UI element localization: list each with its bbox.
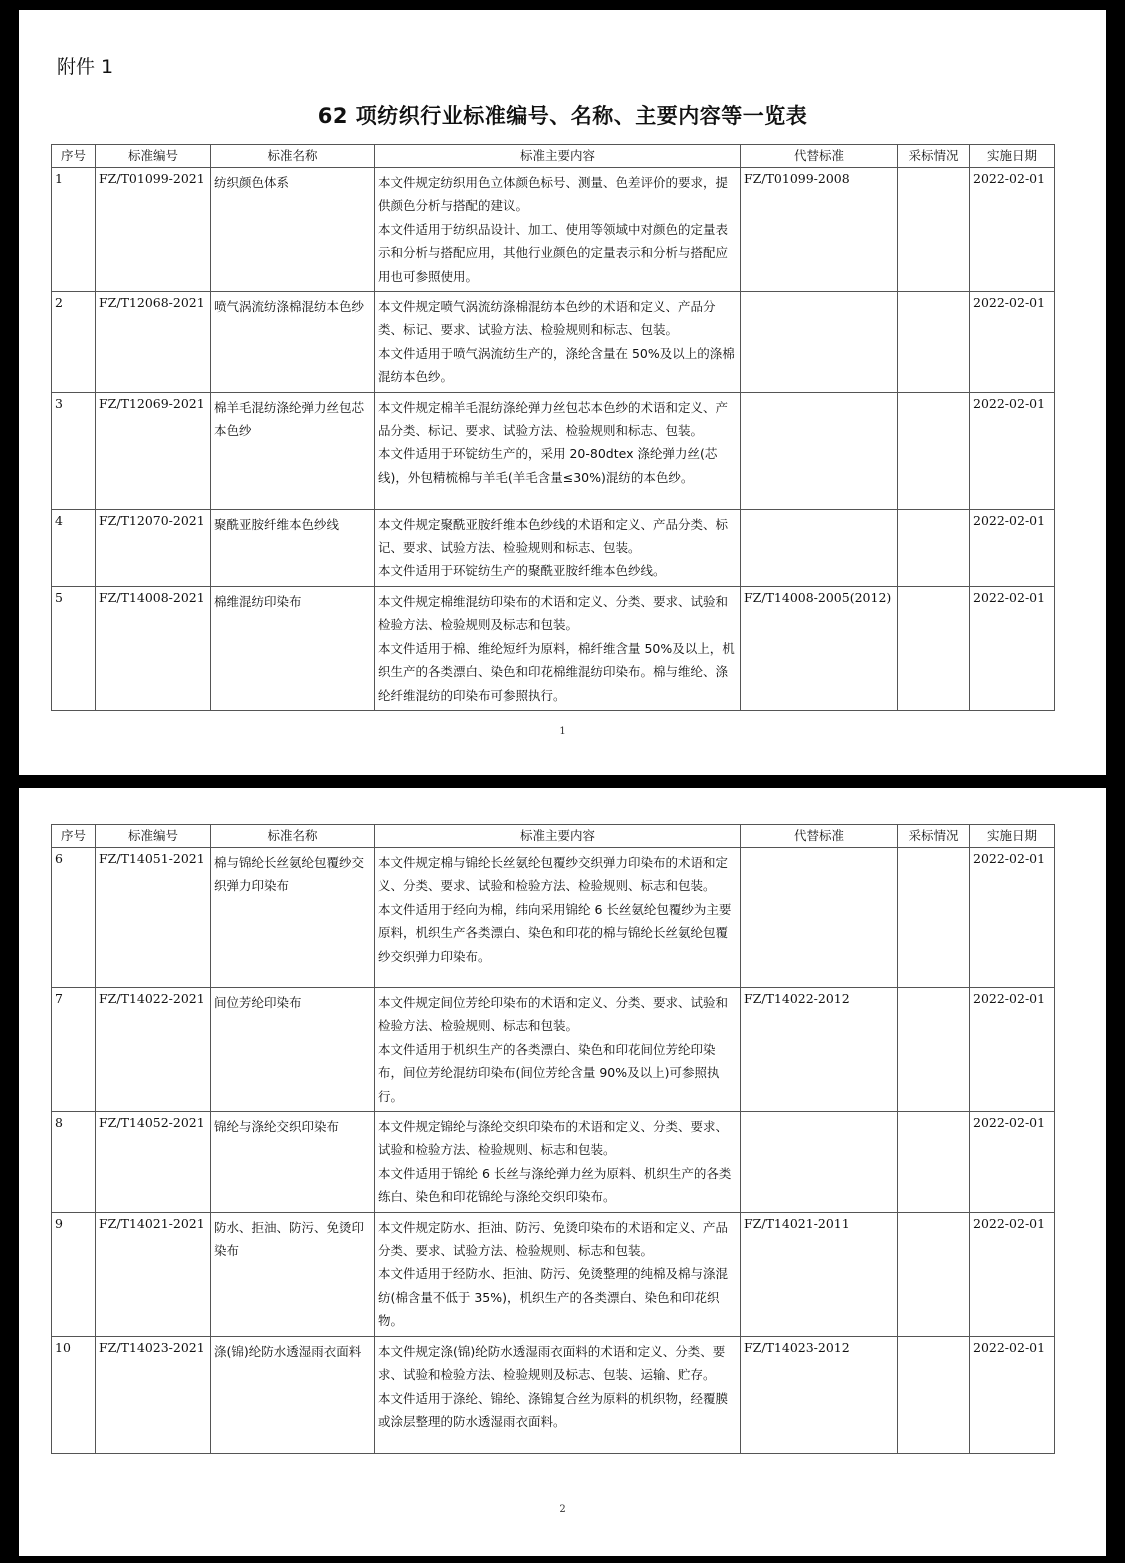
header-content: 标准主要内容 xyxy=(375,145,741,168)
cell-name: 聚酰亚胺纤维本色纱线 xyxy=(211,509,375,586)
cell-replaces: FZ/T14021-2011 xyxy=(741,1212,898,1336)
content-applicability: 本文件适用于机织生产的各类漂白、染色和印花间位芳纶印染布，间位芳纶混纺印染布(间位芳纶含量 90%及以上)可参照执行。 xyxy=(378,1041,720,1104)
table-row xyxy=(52,509,1055,586)
content-applicability: 本文件适用于环锭纺生产的聚酰亚胺纤维本色纱线。 xyxy=(378,563,666,579)
content-scope: 本文件规定涤(锦)纶防水透湿雨衣面料的术语和定义、分类、要求、试验和检验方法、检验规则及标志、包装、运输、贮存。 xyxy=(378,1343,726,1383)
document-page-2 xyxy=(19,788,1106,1556)
table-row xyxy=(52,848,1055,988)
cell-code: FZ/T14023-2021 xyxy=(96,1336,211,1453)
cell-seq: 10 xyxy=(52,1336,96,1453)
page-number: 1 xyxy=(559,726,566,737)
header-date: 实施日期 xyxy=(970,825,1055,848)
cell-adoption xyxy=(898,392,970,509)
content-applicability: 本文件适用于喷气涡流纺生产的，涤纶含量在 50%及以上的涤棉混纺本色纱。 xyxy=(378,345,735,385)
cell-code: FZ/T14052-2021 xyxy=(96,1112,211,1213)
content-scope: 本文件规定聚酰亚胺纤维本色纱线的术语和定义、产品分类、标记、要求、试验方法、检验规则和标志、包装。 xyxy=(378,516,729,556)
content-scope: 本文件规定锦纶与涤纶交织印染布的术语和定义、分类、要求、试验和检验方法、检验规则、标志和包装。 xyxy=(378,1119,729,1158)
cell-replaces: FZ/T01099-2008 xyxy=(741,168,898,292)
cell-replaces xyxy=(741,292,898,393)
cell-code: FZ/T12068-2021 xyxy=(96,292,211,393)
content-scope: 本文件规定棉维混纺印染布的术语和定义、分类、要求、试验和检验方法、检验规则及标志和包装。 xyxy=(378,593,729,633)
cell-seq: 1 xyxy=(52,168,96,292)
cell-name: 纺织颜色体系 xyxy=(211,168,375,292)
document-page-1 xyxy=(19,10,1106,775)
header-adoption: 采标情况 xyxy=(898,825,970,848)
header-seq: 序号 xyxy=(52,145,96,168)
table-row xyxy=(52,988,1055,1112)
cell-content xyxy=(375,1336,741,1453)
cell-adoption xyxy=(898,1336,970,1453)
cell-name: 棉维混纺印染布 xyxy=(211,586,375,710)
cell-content xyxy=(375,292,741,393)
content-applicability: 本文件适用于经防水、拒油、防污、免烫整理的纯棉及棉与涤混纺(棉含量不低于 35%)，机织生产的各类漂白、染色和印花织物。 xyxy=(378,1266,729,1329)
cell-date: 2022-02-01 xyxy=(970,586,1055,710)
header-replaces: 代替标准 xyxy=(741,145,898,168)
cell-name: 喷气涡流纺涤棉混纺本色纱 xyxy=(211,292,375,393)
cell-date: 2022-02-01 xyxy=(970,392,1055,509)
content-scope: 本文件规定喷气涡流纺涤棉混纺本色纱的术语和定义、产品分类、标记、要求、试验方法、检验规则和标志、包装。 xyxy=(378,299,716,338)
cell-replaces: FZ/T14023-2012 xyxy=(741,1336,898,1453)
cell-name: 防水、拒油、防污、免烫印染布 xyxy=(211,1212,375,1336)
cell-content xyxy=(375,586,741,710)
cell-name: 涤(锦)纶防水透湿雨衣面料 xyxy=(211,1336,375,1453)
cell-adoption xyxy=(898,586,970,710)
table-row xyxy=(52,586,1055,710)
header-replaces: 代替标准 xyxy=(741,825,898,848)
cell-date: 2022-02-01 xyxy=(970,292,1055,393)
cell-date: 2022-02-01 xyxy=(970,1336,1055,1453)
header-adoption: 采标情况 xyxy=(898,145,970,168)
content-applicability: 本文件适用于纺织品设计、加工、使用等领域中对颜色的定量表示和分析与搭配应用，其他行业颜色的定量表示和分析与搭配应用也可参照使用。 xyxy=(378,221,729,284)
attachment-label: 附件 1 xyxy=(57,56,114,78)
cell-replaces xyxy=(741,848,898,988)
page-number: 2 xyxy=(559,1504,566,1515)
cell-content xyxy=(375,1212,741,1336)
cell-content xyxy=(375,509,741,586)
cell-content xyxy=(375,848,741,988)
cell-seq: 4 xyxy=(52,509,96,586)
content-scope: 本文件规定防水、拒油、防污、免烫印染布的术语和定义、产品分类、要求、试验方法、检验规则、标志和包装。 xyxy=(378,1219,729,1259)
cell-content xyxy=(375,988,741,1112)
header-name: 标准名称 xyxy=(211,145,375,168)
table-row xyxy=(52,1112,1055,1213)
content-scope: 本文件规定棉羊毛混纺涤纶弹力丝包芯本色纱的术语和定义、产品分类、标记、要求、试验方法、检验规则和标志、包装。 xyxy=(378,399,729,439)
header-name: 标准名称 xyxy=(211,825,375,848)
table-row xyxy=(52,292,1055,393)
cell-code: FZ/T14022-2021 xyxy=(96,988,211,1112)
cell-seq: 5 xyxy=(52,586,96,710)
cell-seq: 8 xyxy=(52,1112,96,1213)
cell-seq: 2 xyxy=(52,292,96,393)
cell-adoption xyxy=(898,1112,970,1213)
cell-adoption xyxy=(898,988,970,1112)
cell-replaces xyxy=(741,509,898,586)
cell-name: 锦纶与涤纶交织印染布 xyxy=(211,1112,375,1213)
table-header-row xyxy=(52,145,1055,168)
cell-content xyxy=(375,392,741,509)
cell-name: 棉羊毛混纺涤纶弹力丝包芯本色纱 xyxy=(211,392,375,509)
cell-name: 棉与锦纶长丝氨纶包覆纱交织弹力印染布 xyxy=(211,848,375,988)
header-code: 标准编号 xyxy=(96,145,211,168)
cell-adoption xyxy=(898,1212,970,1336)
cell-replaces: FZ/T14022-2012 xyxy=(741,988,898,1112)
cell-replaces: FZ/T14008-2005(2012) xyxy=(741,586,898,710)
cell-date: 2022-02-01 xyxy=(970,509,1055,586)
cell-code: FZ/T12069-2021 xyxy=(96,392,211,509)
content-applicability: 本文件适用于锦纶 6 长丝与涤纶弹力丝为原料、机织生产的各类练白、染色和印花锦纶与涤纶交织印染布。 xyxy=(378,1165,732,1205)
cell-seq: 6 xyxy=(52,848,96,988)
table-row xyxy=(52,168,1055,292)
cell-code: FZ/T14021-2021 xyxy=(96,1212,211,1336)
page-title: 62 项纺织行业标准编号、名称、主要内容等一览表 xyxy=(317,104,808,128)
cell-date: 2022-02-01 xyxy=(970,168,1055,292)
standards-table-page-1 xyxy=(51,144,1055,711)
content-scope: 本文件规定棉与锦纶长丝氨纶包覆纱交织弹力印染布的术语和定义、分类、要求、试验和检验方法、检验规则、标志和包装。 xyxy=(378,855,729,894)
table-row xyxy=(52,1212,1055,1336)
content-applicability: 本文件适用于环锭纺生产的，采用 20-80dtex 涤纶弹力丝(芯线)，外包精梳棉与羊毛(羊毛含量≤30%)混纺的本色纱。 xyxy=(378,446,718,485)
standards-table-page-2 xyxy=(51,824,1055,1454)
cell-name: 间位芳纶印染布 xyxy=(211,988,375,1112)
table-row xyxy=(52,1336,1055,1453)
cell-content xyxy=(375,168,741,292)
cell-adoption xyxy=(898,168,970,292)
content-applicability: 本文件适用于棉、维纶短纤为原料，棉纤维含量 50%及以上，机织生产的各类漂白、染色和印花棉维混纺印染布。棉与维纶、涤纶纤维混纺的印染布可参照执行。 xyxy=(378,640,735,703)
header-date: 实施日期 xyxy=(970,145,1055,168)
content-applicability: 本文件适用于经向为棉，纬向采用锦纶 6 长丝氨纶包覆纱为主要原料，机织生产各类漂白、染色和印花的棉与锦纶长丝氨纶包覆纱交织弹力印染布。 xyxy=(378,901,732,964)
content-scope: 本文件规定间位芳纶印染布的术语和定义、分类、要求、试验和检验方法、检验规则、标志和包装。 xyxy=(378,995,729,1034)
cell-date: 2022-02-01 xyxy=(970,848,1055,988)
cell-date: 2022-02-01 xyxy=(970,988,1055,1112)
cell-adoption xyxy=(898,509,970,586)
cell-code: FZ/T12070-2021 xyxy=(96,509,211,586)
cell-replaces xyxy=(741,392,898,509)
cell-seq: 9 xyxy=(52,1212,96,1336)
content-scope: 本文件规定纺织用色立体颜色标号、测量、色差评价的要求，提供颜色分析与搭配的建议。 xyxy=(378,175,729,214)
cell-seq: 3 xyxy=(52,392,96,509)
cell-adoption xyxy=(898,292,970,393)
cell-content xyxy=(375,1112,741,1213)
table-header-row xyxy=(52,825,1055,848)
cell-code: FZ/T14008-2021 xyxy=(96,586,211,710)
cell-adoption xyxy=(898,848,970,988)
header-code: 标准编号 xyxy=(96,825,211,848)
table-row xyxy=(52,392,1055,509)
cell-code: FZ/T01099-2021 xyxy=(96,168,211,292)
header-content: 标准主要内容 xyxy=(375,825,741,848)
cell-seq: 7 xyxy=(52,988,96,1112)
cell-code: FZ/T14051-2021 xyxy=(96,848,211,988)
cell-replaces xyxy=(741,1112,898,1213)
cell-date: 2022-02-01 xyxy=(970,1112,1055,1213)
cell-date: 2022-02-01 xyxy=(970,1212,1055,1336)
content-applicability: 本文件适用于涤纶、锦纶、涤锦复合丝为原料的机织物，经覆膜或涂层整理的防水透湿雨衣面料。 xyxy=(378,1390,729,1429)
header-seq: 序号 xyxy=(52,825,96,848)
